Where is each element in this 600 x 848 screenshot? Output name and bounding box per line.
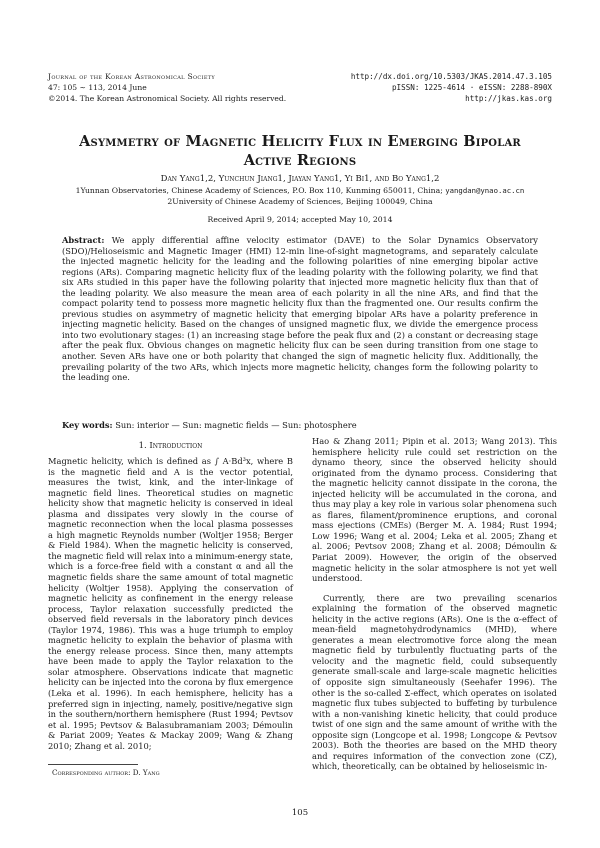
issn-info: pISSN: 1225-4614 · eISSN: 2288-890X (391, 83, 552, 92)
section-heading: 1. Introduction (138, 441, 203, 451)
keywords (62, 420, 538, 430)
abstract-text: We apply differential affine velocity estimator (DAVE) to the Solar Dynamics Observatory (SDO)/Helioseismic and Magnetic Imager (HMI) 12-min line-of-sight magnetograms, and separately calculate the injected magnetic helicity for the leading and the following polarities of nine emerging bipolar active regions (ARs). Comparing magnetic helicity flux of the leading polarity with the following polarity, we find that six ARs studied in this paper have the following polarity that injected more magnetic helicity flux than that of the leading polarity. We also measure the mean area of each polarity in all the nine ARs, and find that the compact polarity tend to possess more magnetic helicity flux than the fragmented one. Our results confirm the previous studies on asymmetry of magnetic helicity that emerging bipolar ARs have a polarity preference in injecting magnetic helicity. Based on the changes of unsigned magnetic flux, we divide the emergence process into two evolutionary stages: (1) an increasing stage before the peak flux and (2) a constant or decreasing stage after the peak flux. Obvious changes on magnetic helicity flux can be seen during transition from one stage to another. Seven ARs have one or both polarity that changed the sign of magnetic helicity flux. Additionally, the prevailing polarity of the two ARs, which injects more magnetic helicity, changes form the following polarity to the leading one. (62, 235, 538, 383)
abstract (62, 235, 538, 383)
volume-info: 47: 105 ∼ 113, 2014 June (48, 83, 147, 92)
received-dates: Received April 9, 2014; accepted May 10, 2014 (207, 215, 393, 224)
author-list: Dan Yang1,2, Yunchun Jiang1, Jiayan Yang1, Yi Bi1, and Bo Yang1,2 (160, 174, 440, 184)
journal-header (48, 71, 286, 104)
title-line-1: Asymmetry of Magnetic Helicity Flux in Emerging Bipolar (79, 133, 521, 150)
keywords-label: Key words: (62, 420, 113, 430)
intro-paragraph-1: Magnetic helicity, which is defined as ∫ A·Bd³x, where B is the magnetic field and A is the vector potential, measures the twist, kink, and the inter-linkage of magnetic field lines. Theoretical studies on magnetic helicity show that magnetic helicity is conserved in ideal plasma and dissipates very slowly in the course of magnetic reconnection when the local plasma possesses a high magnetic Reynolds number (Woltjer 1958; Berger & Field 1984). When the magnetic helicity is conserved, the magnetic field will relax into a minimum-energy state, which is a force-free field with a constant α and all the magnetic fields share the same amount of total magnetic helicity (Woltjer 1958). Applying the conservation of magnetic helicity as confinement in the energy release process, Taylor relaxation successfully predicted the observed field reversals in the laboratory pinch devices (Taylor 1974, 1986). This was a huge triumph to employ magnetic helicity to explain the behavior of plasma with the energy release process. Since then, many attempts have been made to apply the Taylor relaxation to the solar atmosphere. Observations indicate that magnetic helicity can be injected into the corona by flux emergence (Leka et al. 1996). In each hemisphere, helicity has a preferred sign in injecting, namely, positive/negative sign in the southern/northern hemisphere (Rust 1994; Pevtsov et al. 1995; Pevtsov & Balasubramaniam 2003; Démoulin & Pariat 2009; Yeates & Mackay 2009; Wang & Zhang 2010; Zhang et al. 2010; (48, 456, 293, 751)
journal-url[interactable]: http://jkas.kas.org (465, 94, 552, 103)
corresponding-author-footnote: Corresponding author: D. Yang (52, 768, 160, 777)
intro-paragraph-1-continued: Hao & Zhang 2011; Pipin et al. 2013; Wang 2013). This hemisphere helicity rule could set restriction on the dynamo theory, since the observed helicity should originated from the dynamo process. Considering that the magnetic helicity cannot dissipate in the corona, the injected helicity will be accumulated in the corona, and thus may play a key role in various solar phenomena such as flares, filament/prominence eruptions, and coronal mass ejections (CMEs) (Berger M. A. 1984; Rust 1994; Low 1996; Wang et al. 2004; Leka et al. 2005; Zhang et al. 2006; Pevtsov 2008; Zhang et al. 2008; Démoulin & Pariat 2009). However, the origin of the observed magnetic helicity in the solar atmosphere is not yet well understood. (312, 436, 557, 584)
doi-link[interactable]: http://dx.doi.org/10.5303/JKAS.2014.47.3.105 (350, 72, 552, 81)
page-number: 105 (291, 808, 309, 818)
intro-paragraph-2: Currently, there are two prevailing scenarios explaining the formation of the observed magnetic helicity in the active regions (ARs). One is the α-effect of mean-field magnetohydrodynamics (MHD), where generates a mean electromotive force along the mean magnetic field by turbulently fluctuating parts of the velocity and the magnetic field, could subsequently generate small-scale and large-scale magnetic helicities of opposite sign simultaneously (Seehafer 1996). The other is the so-called Σ-effect, which operates on isolated magnetic flux tubes subjected to buffeting by turbulence with a non-vanishing kinetic helicity, that could produce twist of one sign and the same amount of writhe with the opposite sign (Longcope et al. 1998; Longcope & Pevtsov 2003). Both the theories are based on the MHD theory and requires information of the convection zone (CZ), which, theoretically, can be obtained by helioseismic in- (312, 592, 557, 772)
paper-title (48, 132, 552, 170)
journal-name: Journal of the Korean Astronomical Society (48, 72, 216, 81)
affiliation-2: 2University of Chinese Academy of Sciences, Beijing 100049, China (167, 196, 433, 206)
doi-header (351, 71, 552, 104)
right-column (312, 436, 557, 772)
affiliation-1: 1Yunnan Observatories, Chinese Academy of Sciences, P.O. Box 110, Kunming 650011, China; (75, 186, 443, 195)
copyright-notice: ©2014. The Korean Astronomical Society. All rights reserved. (48, 94, 287, 103)
author-email[interactable]: yangdan@ynao.ac.cn (445, 186, 525, 195)
title-line-2: Active Regions (243, 152, 357, 169)
left-column (48, 456, 293, 751)
affiliations (48, 186, 552, 207)
abstract-label: Abstract: (62, 235, 105, 245)
keywords-text: Sun: interior — Sun: magnetic fields — Sun: photosphere (115, 420, 357, 430)
footnote-rule (48, 764, 138, 765)
